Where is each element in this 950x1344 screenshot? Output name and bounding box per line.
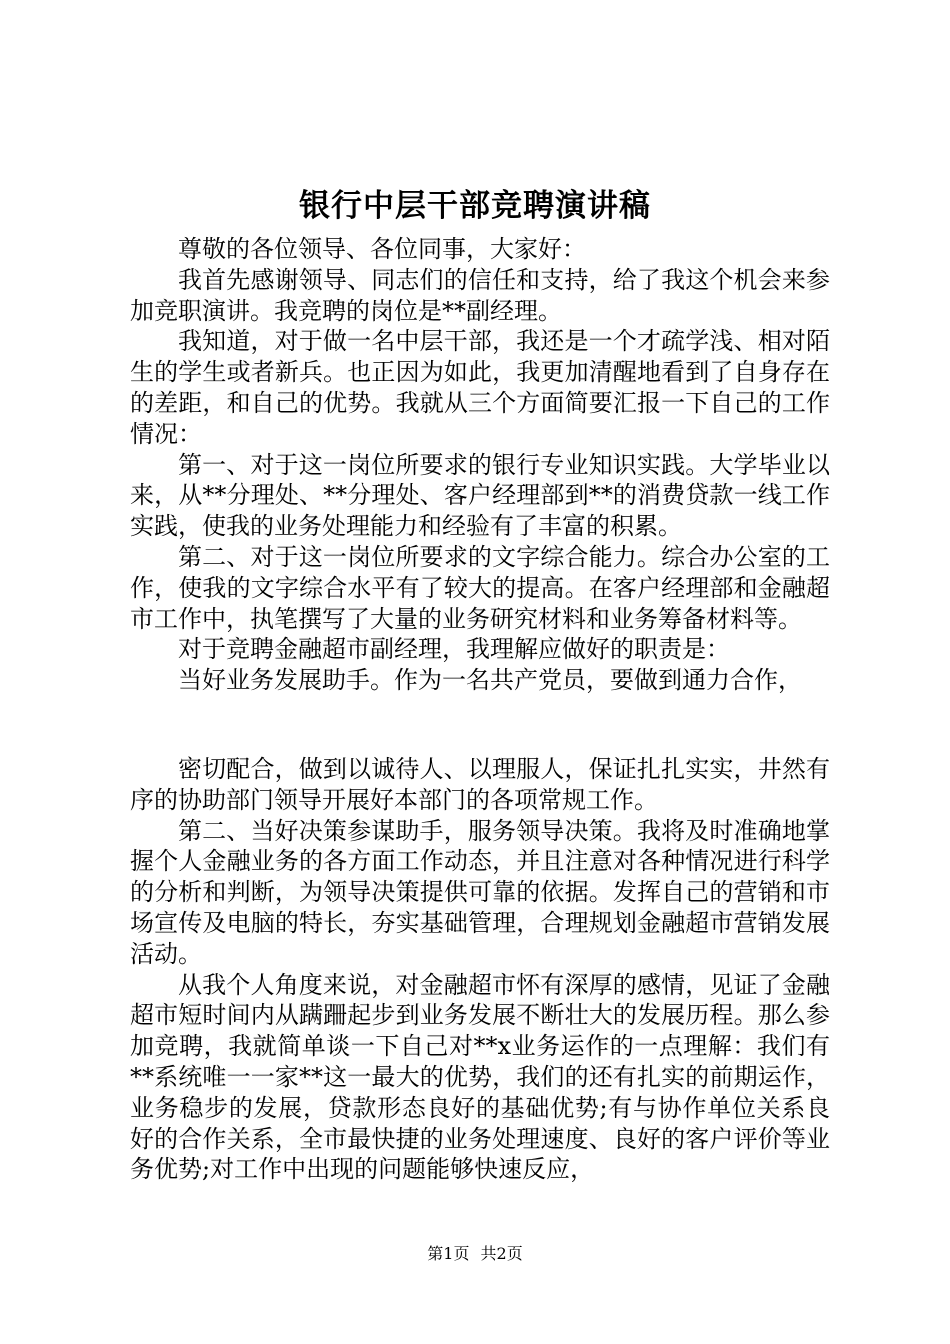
paragraph-duties-intro: 对于竞聘金融超市副经理，我理解应做好的职责是： [178,635,730,664]
paragraph-greeting: 尊敬的各位领导、各位同事，大家好： [178,235,586,263]
paragraph-self-assessment: 我知道，对于做一名中层干部，我还是一个才疏学浅、相对陌生的学生或者新兵。也正因为如此，我更加清醒地看到了自身存在的差距，和自己的优势。我就从三个方面简要汇报一下自己的工作情况： [130,327,830,448]
paragraph-cooperation: 密切配合，做到以诚待人、以理服人，保证扎扎实实，井然有序的协助部门领导开展好本部门的各项常规工作。 [130,755,830,814]
paragraph-personal-view: 从我个人角度来说，对金融超市怀有深厚的感情，见证了金融超市短时间内从蹒跚起步到业务发展不断壮大的发展历程。那么参加竞聘，我就简单谈一下自己对**x业务运作的一点理解：我们有**系统唯一一家**这一最大的优势，我们的还有扎实的前期运作，业务稳步的发展，贷款形态良好的基础优势;有与协作单位关系良好的合作关系，全市最快捷的业务处理速度、良好的客户评价等业务优势;对工作中出现的问题能够快速反应， [130,970,830,1184]
paragraph-business-assistant: 当好业务发展助手。作为一名共产党员，要做到通力合作， [178,666,802,695]
page-footer [0,1244,950,1264]
document-title: 银行中层干部竞聘演讲稿 [299,188,651,224]
page-number: 第1页 [427,1244,470,1263]
paragraph-point-two: 第二、对于这一岗位所要求的文字综合能力。综合办公室的工作，使我的文字综合水平有了较大的提高。在客户经理部和金融超市工作中，执笔撰写了大量的业务研究材料和业务筹备材料等。 [130,542,830,633]
body-section-1 [130,234,830,696]
paragraph-thanks: 我首先感谢领导、同志们的信任和支持，给了我这个机会来参加竞职演讲。我竞聘的岗位是**副经理。 [130,265,830,325]
paragraph-point-one: 第一、对于这一岗位所要求的银行专业知识实践。大学毕业以来，从**分理处、**分理处、客户经理部到**的消费贷款一线工作实践，使我的业务处理能力和经验有了丰富的积累。 [130,450,830,541]
page-total: 共2页 [480,1244,523,1263]
body-section-2 [130,754,830,1185]
paragraph-decision-assistant: 第二、当好决策参谋助手，服务领导决策。我将及时准确地掌握个人金融业务的各方面工作动态，并且注意对各种情况进行科学的分析和判断，为领导决策提供可靠的依据。发挥自己的营销和市场宣传及电脑的特长，夯实基础管理，合理规划金融超市营销发展活动。 [130,816,830,968]
